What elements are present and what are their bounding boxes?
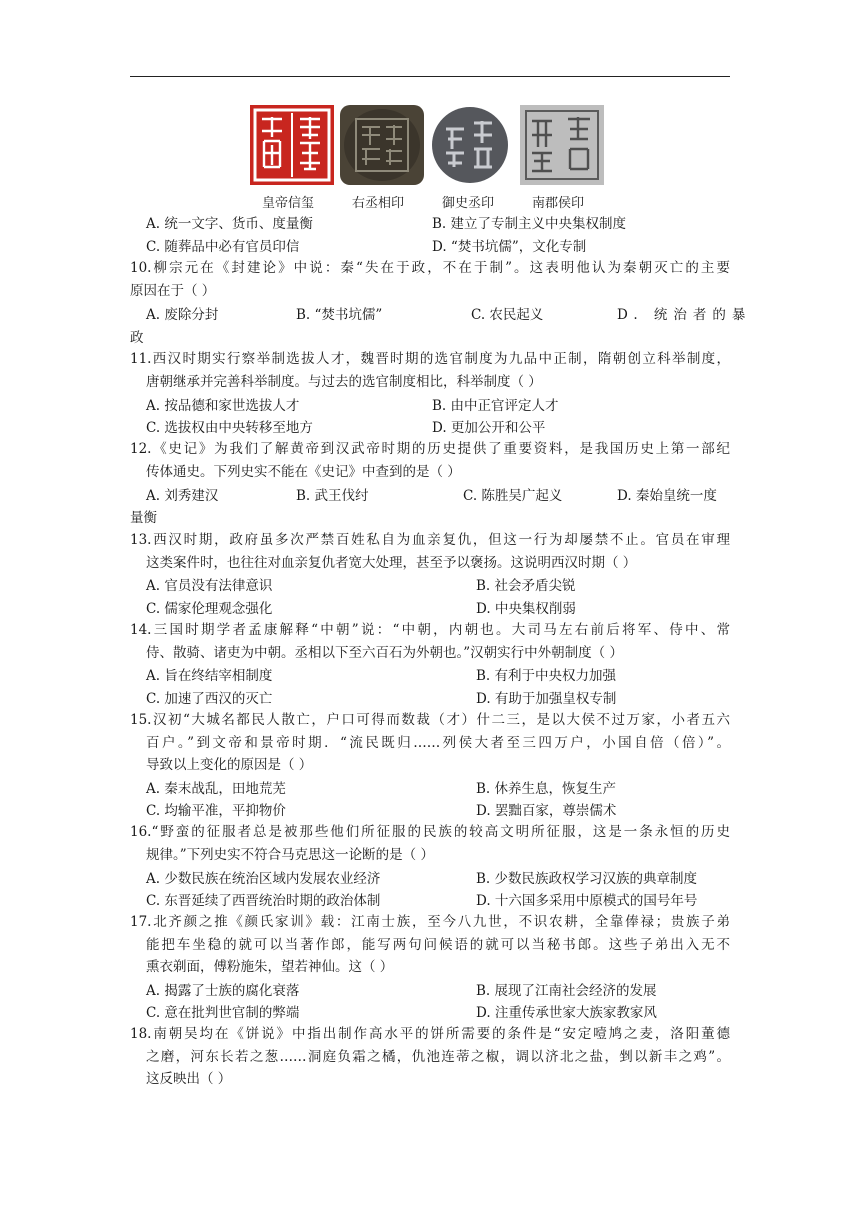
header-rule xyxy=(130,76,730,77)
stem-line: 唐朝继承并完善科举制度。与过去的选官制度相比，科举制度（ ） xyxy=(146,373,542,390)
option-c: C. 陈胜吴广起义 xyxy=(463,488,563,504)
option-d: D. 统治者的暴 xyxy=(617,307,752,323)
stem-line: 12.《史记》为我们了解黄帝到汉武帝时期的历史提供了重要资料，是我国历史上第一部纪 xyxy=(130,441,730,457)
option-c: C. 选拔权由中央转移至地方 xyxy=(146,420,313,436)
option-d: D. 秦始皇统一度 xyxy=(617,488,717,504)
question-15-stem xyxy=(130,709,730,777)
question-13-stem xyxy=(130,529,730,574)
seal-caption: 右丞相印 xyxy=(351,196,404,211)
option-b: B. 有利于中央权力加强 xyxy=(476,668,617,684)
option-c: C. 农民起义 xyxy=(471,307,544,323)
option-c: C. 加速了西汉的灭亡 xyxy=(146,691,273,707)
seal-caption: 皇帝信玺 xyxy=(261,196,314,211)
option-a: A. 按品德和家世选拔人才 xyxy=(146,398,300,414)
option-c: C. 均输平准，平抑物价 xyxy=(146,803,286,819)
stem-line: 10.柳宗元在《封建论》中说：秦“失在于政，不在于制”。这表明他认为秦朝灭亡的主要 xyxy=(130,260,730,276)
stem-line: 18.南朝吴均在《饼说》中指出制作高水平的饼所需要的条件是“安定噎鸠之麦，洛阳董德 xyxy=(130,1026,730,1042)
option-b: B. 武王伐纣 xyxy=(296,488,369,504)
option-overflow: 政 xyxy=(130,330,144,346)
option-b: B. “焚书坑儒” xyxy=(296,307,383,323)
option-a: A. 少数民族在统治区域内发展农业经济 xyxy=(146,871,381,887)
stem-line: 传体通史。下列史实不能在《史记》中查到的是（ ） xyxy=(146,463,461,480)
stem-line: 这反映出（ ） xyxy=(146,1071,232,1087)
stem-line: 这类案件时，也往往对血亲复仇者宽大处理，甚至予以褒扬。这说明西汉时期（ ） xyxy=(146,554,637,571)
seal-images xyxy=(248,105,608,185)
option-c: C. 随葬品中必有官员印信 xyxy=(146,239,300,255)
question-16-stem xyxy=(130,821,730,866)
option-a: A. 旨在终结宰相制度 xyxy=(146,668,273,684)
option-b: B. 由中正官评定人才 xyxy=(432,398,559,414)
stem-line: 侍、散骑、诸吏为中朝。丞相以下至六百石为外朝也。”汉朝实行中外朝制度（ ） xyxy=(146,644,623,661)
option-overflow: 量衡 xyxy=(130,510,157,526)
option-a: A. 官员没有法律意识 xyxy=(146,578,273,594)
question-14-stem xyxy=(130,619,730,664)
stem-line: 熏衣剃面，傅粉施朱，望若神仙。这（ ） xyxy=(146,959,394,975)
option-c: C. 东晋延续了西晋统治时期的政治体制 xyxy=(146,893,381,909)
option-a: A. 刘秀建汉 xyxy=(146,488,219,504)
option-b: B. 少数民族政权学习汉族的典章制度 xyxy=(476,871,698,887)
stem-line: 百户。”到文帝和景帝时期．“流民既归……列侯大者至三四万户，小国自倍（倍）”。 xyxy=(146,734,730,751)
stem-line: 17.北齐颜之推《颜氏家训》载：江南士族，至今八九世，不识农耕，全靠俸禄；贵族子弟 xyxy=(130,914,730,930)
option-a: A. 揭露了士族的腐化衰落 xyxy=(146,983,300,999)
question-10-stem xyxy=(130,257,730,302)
option-b: B. 展现了江南社会经济的发展 xyxy=(476,983,657,999)
seal-image-4 xyxy=(520,105,604,185)
option-c: C. 儒家伦理观念强化 xyxy=(146,601,273,617)
stem-line: 之磨，河东长若之葱……洞庭负霜之橘，仇池连蒂之椒，调以济北之盐，剉以新丰之鸡”。 xyxy=(146,1048,730,1065)
stem-line: 15.汉初“大城名都民人散亡，户口可得而数裁（才）什二三，是以大侯不过万家，小者五六 xyxy=(130,712,730,728)
option-a: A. 秦末战乱，田地荒芜 xyxy=(146,781,286,797)
seal-image-1 xyxy=(250,105,334,185)
seal-image-3 xyxy=(430,105,514,185)
stem-line: 能把车坐稳的就可以当著作郎，能写两句问候语的就可以当秘书郎。这些子弟出入无不 xyxy=(146,936,730,953)
stem-line: 规律。”下列史实不符合马克思这一论断的是（ ） xyxy=(146,846,434,863)
option-d: D. 罢黜百家，尊崇儒术 xyxy=(476,803,617,819)
option-d: D. 更加公开和公平 xyxy=(432,420,546,436)
option-d: D. “焚书坑儒”，文化专制 xyxy=(432,239,587,255)
option-d: D. 有助于加强皇权专制 xyxy=(476,691,617,707)
question-17-stem xyxy=(130,911,730,979)
question-12-stem xyxy=(130,438,730,483)
stem-line: 导致以上变化的原因是（ ） xyxy=(146,757,313,773)
stem-line: 13.西汉时期，政府虽多次严禁百姓私自为血亲复仇，但这一行为却屡禁不止。官员在审理 xyxy=(130,532,730,548)
question-11-stem xyxy=(130,348,730,393)
seal-caption: 南郡侯印 xyxy=(531,196,584,211)
stem-line: 11.西汉时期实行察举制选拔人才，魏晋时期的选官制度为九品中正制，隋朝创立科举制度， xyxy=(130,351,730,367)
option-c: C. 意在批判世官制的弊端 xyxy=(146,1005,300,1021)
option-b: B. 休养生息，恢复生产 xyxy=(476,781,617,797)
stem-line: 16.“野蛮的征服者总是被那些他们所征服的民族的较高文明所征服，这是一条永恒的历史 xyxy=(130,824,730,840)
seal-caption: 御史丞印 xyxy=(441,196,494,211)
option-b: B. 社会矛盾尖锐 xyxy=(476,578,576,594)
seal-image-2 xyxy=(340,105,424,185)
stem-line: 14.三国时期学者孟康解释“中朝”说：“中朝，内朝也。大司马左右前后将军、侍中、常 xyxy=(130,622,730,638)
option-b: B. 建立了专制主义中央集权制度 xyxy=(432,216,627,232)
question-18-stem xyxy=(130,1023,730,1091)
option-d: D. 十六国多采用中原模式的国号年号 xyxy=(476,893,698,909)
option-a: A. 统一文字、货币、度量衡 xyxy=(146,216,313,232)
option-d: D. 注重传承世家大族家教家风 xyxy=(476,1005,657,1021)
option-a: A. 废除分封 xyxy=(146,307,219,323)
option-d: D. 中央集权削弱 xyxy=(476,601,576,617)
stem-line: 原因在于（ ） xyxy=(130,282,216,299)
